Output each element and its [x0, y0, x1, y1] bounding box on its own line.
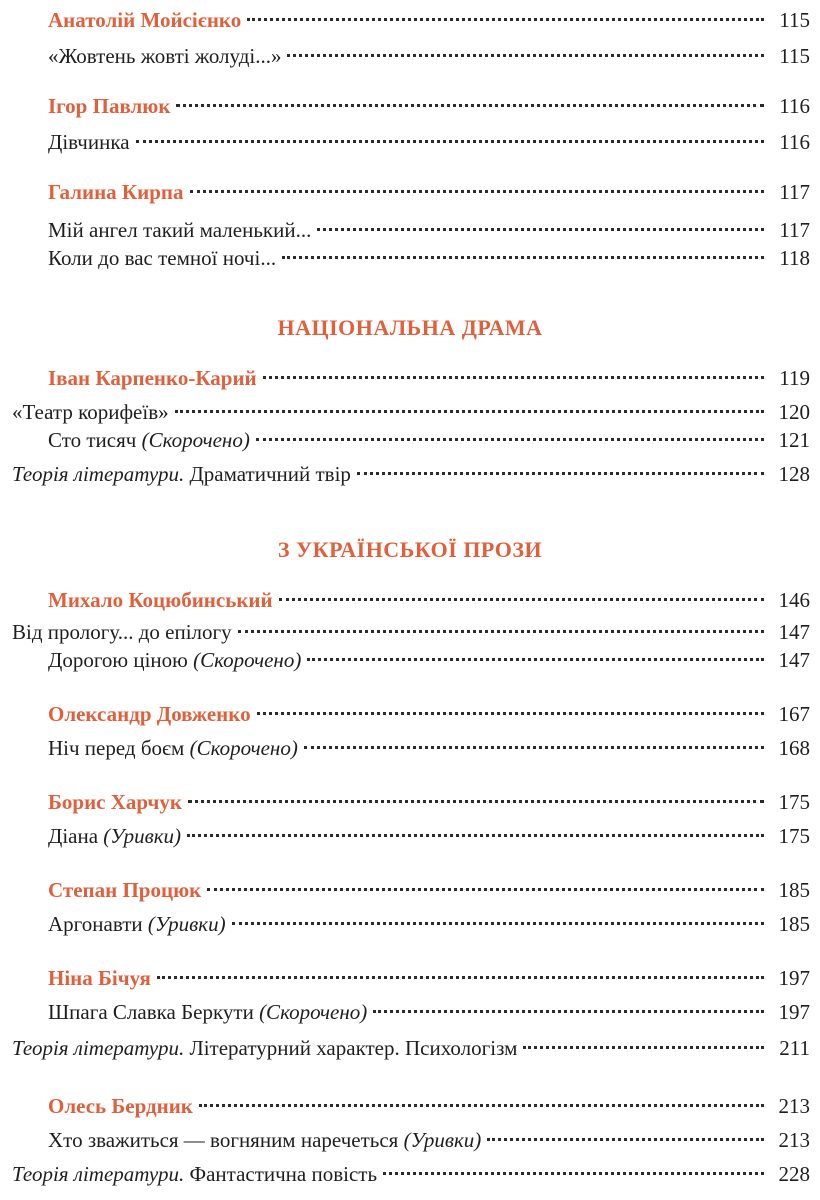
toc-entry[interactable]: [0, 910, 810, 938]
dot-leader: [176, 104, 764, 107]
dot-leader: [232, 922, 764, 925]
dot-leader: [175, 410, 764, 413]
entry-text: Хто зважиться — вогняним наречеться: [48, 1128, 399, 1152]
dot-leader: [263, 376, 764, 379]
page-number: 115: [779, 44, 810, 68]
entry-text: Ніна Бічуя: [48, 966, 151, 990]
toc-entry-title: [0, 910, 226, 938]
page-number: 211: [779, 1036, 810, 1060]
toc-entry-title: [0, 216, 311, 244]
toc-entry[interactable]: [0, 460, 810, 488]
dot-leader: [523, 1046, 764, 1049]
toc-entry[interactable]: [0, 646, 810, 674]
dot-leader: [279, 598, 764, 601]
entry-text: Іван Карпенко-Карий: [48, 366, 257, 390]
dot-leader: [304, 746, 764, 749]
toc-entry-title: [0, 398, 169, 426]
page-number: 146: [778, 588, 810, 612]
page-number: 213: [778, 1128, 810, 1152]
toc-entry[interactable]: [0, 998, 810, 1026]
entry-text: Літературний характер. Психологізм: [189, 1036, 518, 1060]
toc-author-entry[interactable]: [0, 92, 810, 120]
toc-entry[interactable]: [0, 398, 810, 426]
entry-text: «Театр корифеїв»: [12, 400, 169, 424]
page-number: 147: [778, 620, 810, 644]
entry-text: Дівчинка: [48, 130, 130, 154]
toc-author-entry[interactable]: [0, 1092, 810, 1120]
dot-leader: [238, 630, 764, 633]
entry-text: Від прологу... до епілогу: [12, 620, 232, 644]
dot-leader: [357, 472, 764, 475]
entry-text: Драматичний твір: [189, 462, 351, 486]
theory-label: Теорія літератури.: [12, 462, 185, 486]
page-number: 128: [778, 462, 810, 486]
toc-entry-title: [0, 178, 184, 206]
page-number: 185: [778, 878, 810, 902]
toc-author-entry[interactable]: [0, 586, 810, 614]
dot-leader: [190, 190, 764, 193]
page-number: 167: [778, 702, 810, 726]
toc-entry-title: [0, 646, 301, 674]
toc-entry-title: [0, 42, 281, 70]
toc-entry-title: [0, 6, 241, 34]
dot-leader: [282, 256, 764, 259]
toc-entry-title: [0, 364, 257, 392]
toc-entry-title: [0, 964, 151, 992]
toc-entry-title: [0, 876, 201, 904]
page-number: 168: [778, 736, 810, 760]
entry-text: Шпага Славка Беркути: [48, 1000, 254, 1024]
toc-entry-title: [0, 822, 181, 850]
section-heading: НАЦІОНАЛЬНА ДРАМА: [277, 315, 543, 340]
toc-entry-title: [0, 700, 251, 728]
toc-entry[interactable]: [0, 426, 810, 454]
toc-entry[interactable]: [0, 216, 810, 244]
toc-entry-title: [0, 1034, 517, 1062]
entry-text: Галина Кирпа: [48, 180, 184, 204]
page-number: 119: [779, 366, 810, 390]
page-number: 121: [778, 428, 810, 452]
dot-leader: [383, 1172, 764, 1175]
toc-entry-title: [0, 788, 182, 816]
page-number: 116: [779, 94, 810, 118]
entry-note: (Скорочено): [259, 1000, 368, 1024]
entry-note: (Скорочено): [141, 428, 250, 452]
dot-leader: [187, 834, 764, 837]
toc-entry-title: [0, 244, 276, 272]
toc-author-entry[interactable]: [0, 964, 810, 992]
page-number: 185: [778, 912, 810, 936]
entry-note: (Уривки): [147, 912, 226, 936]
toc-entry[interactable]: [0, 1034, 810, 1062]
entry-text: Сто тисяч: [48, 428, 137, 452]
toc-entry-title: [0, 1126, 481, 1154]
theory-label: Теорія літератури.: [12, 1036, 185, 1060]
entry-text: Діана: [48, 824, 99, 848]
entry-note: (Скорочено): [193, 648, 302, 672]
toc-author-entry[interactable]: [0, 788, 810, 816]
entry-text: Ніч перед боєм: [48, 736, 185, 760]
toc-entry[interactable]: [0, 822, 810, 850]
dot-leader: [207, 888, 764, 891]
entry-text: Ігор Павлюк: [48, 94, 171, 118]
page-number: 117: [779, 218, 810, 242]
toc-entry-title: [0, 1092, 193, 1120]
entry-text: «Жовтень жовті жолуді...»: [48, 44, 282, 68]
page-number: 213: [778, 1094, 810, 1118]
toc-entry[interactable]: [0, 1126, 810, 1154]
entry-text: Дорогою ціною: [48, 648, 188, 672]
entry-text: Степан Процюк: [48, 878, 202, 902]
dot-leader: [157, 976, 764, 979]
toc-entry[interactable]: [0, 1160, 810, 1188]
entry-note: (Скорочено): [189, 736, 298, 760]
entry-text: Аргонавти: [48, 912, 143, 936]
page-number: 197: [778, 1000, 810, 1024]
entry-text: Анатолій Мойсієнко: [48, 8, 242, 32]
entry-note: (Уривки): [103, 824, 182, 848]
theory-label: Теорія літератури.: [12, 1162, 185, 1186]
dot-leader: [487, 1138, 764, 1141]
toc-entry-title: [0, 92, 170, 120]
dot-leader: [307, 658, 764, 661]
dot-leader: [256, 438, 764, 441]
dot-leader: [317, 228, 764, 231]
dot-leader: [373, 1010, 764, 1013]
dot-leader: [257, 712, 764, 715]
page-number: 197: [778, 966, 810, 990]
toc-author-entry[interactable]: [0, 876, 810, 904]
toc-entry-title: [0, 618, 232, 646]
entry-text: Коли до вас темної ночі...: [48, 246, 277, 270]
toc-author-entry[interactable]: [0, 6, 810, 34]
toc-entry[interactable]: [0, 42, 810, 70]
page-number: 228: [778, 1162, 810, 1186]
dot-leader: [199, 1104, 764, 1107]
dot-leader: [136, 140, 764, 143]
dot-leader: [188, 800, 764, 803]
entry-text: Фантастична повість: [189, 1162, 378, 1186]
toc-entry-title: [0, 586, 273, 614]
dot-leader: [287, 54, 764, 57]
entry-text: Олесь Бердник: [48, 1094, 193, 1118]
toc-entry-title: [0, 1160, 377, 1188]
page-number: 147: [778, 648, 810, 672]
dot-leader: [247, 18, 764, 21]
page-number: 175: [778, 790, 810, 814]
toc-entry-title: [0, 426, 250, 454]
page-number: 117: [779, 180, 810, 204]
entry-text: Мій ангел такий маленький...: [48, 218, 312, 242]
page-number: 116: [779, 130, 810, 154]
toc-entry[interactable]: [0, 128, 810, 156]
toc-entry-title: [0, 734, 298, 762]
entry-text: Олександр Довженко: [48, 702, 251, 726]
page-number: 115: [779, 8, 810, 32]
entry-text: Михало Коцюбинський: [48, 588, 273, 612]
entry-note: (Уривки): [403, 1128, 482, 1152]
page-number: 118: [779, 246, 810, 270]
page-number: 120: [778, 400, 810, 424]
toc-entry-title: [0, 998, 367, 1026]
toc-entry-title: [0, 128, 130, 156]
toc-entry[interactable]: [0, 244, 810, 272]
entry-text: Борис Харчук: [48, 790, 182, 814]
toc-author-entry[interactable]: [0, 700, 810, 728]
page-number: 175: [778, 824, 810, 848]
toc-author-entry[interactable]: [0, 364, 810, 392]
toc-entry-title: [0, 460, 351, 488]
toc-entry[interactable]: [0, 618, 810, 646]
toc-author-entry[interactable]: [0, 178, 810, 206]
section-heading: З УКРАЇНСЬКОЇ ПРОЗИ: [277, 537, 543, 562]
toc-entry[interactable]: [0, 734, 810, 762]
